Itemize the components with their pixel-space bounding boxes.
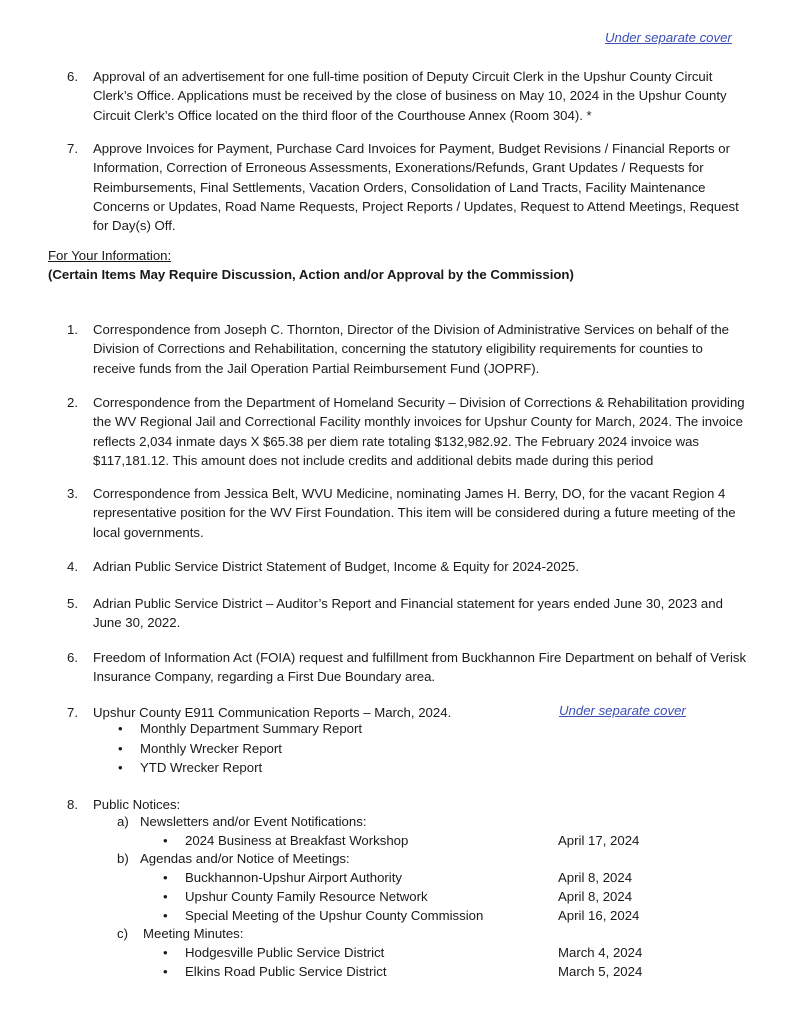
item-text: Adrian Public Service District Statement of Budget, Income & Equity for 2024-2025. bbox=[93, 559, 579, 574]
bullet-icon: • bbox=[118, 760, 123, 775]
item-text: Public Notices: bbox=[93, 797, 181, 812]
subgroup-a bbox=[117, 814, 367, 829]
subgroup-b bbox=[117, 851, 350, 866]
under-separate-cover-link[interactable]: Under separate cover bbox=[605, 30, 732, 45]
notice-entry: • Buckhannon-Upshur Airport Authority bbox=[163, 870, 402, 885]
bullet-item: • Monthly Wrecker Report bbox=[118, 741, 282, 756]
notice-date: April 16, 2024 bbox=[558, 908, 640, 923]
notice-date: April 8, 2024 bbox=[558, 870, 633, 885]
item-number: 3. bbox=[67, 486, 78, 501]
notice-entry: • Upshur County Family Resource Network bbox=[163, 889, 428, 904]
fyi-item-6 bbox=[67, 648, 748, 687]
subgroup-letter: a) bbox=[117, 814, 129, 829]
item-number: 5. bbox=[67, 596, 78, 611]
notice-date: March 5, 2024 bbox=[558, 964, 643, 979]
notice-date: April 17, 2024 bbox=[558, 833, 640, 848]
item-number: 1. bbox=[67, 322, 78, 337]
item-number: 8. bbox=[67, 797, 78, 812]
subgroup-letter: c) bbox=[117, 926, 128, 941]
item-number: 7. bbox=[67, 705, 78, 720]
notice-entry: • Elkins Road Public Service District bbox=[163, 964, 387, 979]
fyi-subheading: (Certain Items May Require Discussion, Action and/or Approval by the Commission) bbox=[48, 267, 574, 282]
fyi-item-4 bbox=[67, 557, 748, 576]
notice-date: March 4, 2024 bbox=[558, 945, 643, 960]
notice-entry: • 2024 Business at Breakfast Workshop bbox=[163, 833, 409, 848]
bullet-icon: • bbox=[163, 870, 168, 885]
subgroup-c bbox=[117, 926, 244, 941]
bullet-icon: • bbox=[118, 721, 123, 736]
subgroup-title: Meeting Minutes: bbox=[143, 926, 244, 941]
item-text: Adrian Public Service District – Auditor’s Report and Financial statement for years ended June 30, 2023 and June 30, 2022. bbox=[93, 596, 723, 631]
bullet-icon: • bbox=[163, 889, 168, 904]
fyi-item-2 bbox=[67, 393, 748, 470]
bullet-icon: • bbox=[163, 964, 168, 979]
item-text: Approve Invoices for Payment, Purchase Card Invoices for Payment, Budget Revisions / Financial Reports or Information, Correction of Erroneous Assessments, Exonerations/Refunds, Grant Updates / Requests for Reimbursements, Final Settlements, Vacation Orders, Consolidation of Land Tracts, Facility Maintenance Concerns or Updates, Road Name Requests, Project Reports / Updates, Request to Attend Meetings, Request for Day(s) Off. bbox=[93, 141, 739, 234]
item-text: Correspondence from Jessica Belt, WVU Medicine, nominating James H. Berry, DO, for the vacant Region 4 representative position for the WV First Foundation. This item will be considered during a future meeting of the local governments. bbox=[93, 486, 736, 540]
item-text: Freedom of Information Act (FOIA) request and fulfillment from Buckhannon Fire Department on behalf of Verisk Insurance Company, regarding a First Due Boundary area. bbox=[93, 650, 747, 685]
item-number: 6. bbox=[67, 69, 78, 84]
item-text: Correspondence from the Department of Homeland Security – Division of Corrections & Rehabilitation providing the WV Regional Jail and Correctional Facility monthly invoices for Upshur County for March, 2024. The invoice reflects 2,034 inmate days X $65.38 per diem rate totaling $132,982.92. The February 2024 invoice was $117,181.12. This amount does not include credits and additional debits made during this period bbox=[93, 395, 745, 468]
bullet-icon: • bbox=[118, 741, 123, 756]
subgroup-letter: b) bbox=[117, 851, 129, 866]
fyi-item-8 bbox=[67, 795, 748, 814]
fyi-item-1 bbox=[67, 320, 748, 378]
under-separate-cover-link-e911[interactable]: Under separate cover bbox=[559, 703, 686, 718]
item-number: 7. bbox=[67, 141, 78, 156]
subgroup-title: Agendas and/or Notice of Meetings: bbox=[140, 851, 350, 866]
bullet-item: • YTD Wrecker Report bbox=[118, 760, 263, 775]
item-number: 6. bbox=[67, 650, 78, 665]
bullet-icon: • bbox=[163, 908, 168, 923]
notice-entry: • Special Meeting of the Upshur County Commission bbox=[163, 908, 484, 923]
bullet-icon: • bbox=[163, 833, 168, 848]
notice-entry: • Hodgesville Public Service District bbox=[163, 945, 385, 960]
notice-date: April 8, 2024 bbox=[558, 889, 633, 904]
subgroup-title: Newsletters and/or Event Notifications: bbox=[140, 814, 367, 829]
fyi-item-3 bbox=[67, 484, 748, 542]
item-number: 4. bbox=[67, 559, 78, 574]
item-number: 2. bbox=[67, 395, 78, 410]
agenda-item-7 bbox=[67, 139, 748, 235]
item-text: Correspondence from Joseph C. Thornton, Director of the Division of Administrative Services on behalf of the Division of Corrections and Rehabilitation, concerning the statutory eligibility requirements for counties to receive funds from the Jail Operation Partial Reimbursement Fund (JOPRF). bbox=[93, 322, 729, 376]
item-text: Approval of an advertisement for one full-time position of Deputy Circuit Clerk in the Upshur County Circuit Clerk’s Office. Applications must be received by the close of business on May 10, 2024 in the Upshur County Circuit Clerk’s Office located on the third floor of the Courthouse Annex (Room 304). * bbox=[93, 69, 727, 123]
agenda-item-6 bbox=[67, 67, 748, 125]
bullet-icon: • bbox=[163, 945, 168, 960]
fyi-item-5 bbox=[67, 594, 748, 633]
item-text: Upshur County E911 Communication Reports – March, 2024. bbox=[93, 705, 452, 720]
bullet-item: • Monthly Department Summary Report bbox=[118, 721, 363, 736]
fyi-heading: For Your Information: bbox=[48, 248, 172, 263]
